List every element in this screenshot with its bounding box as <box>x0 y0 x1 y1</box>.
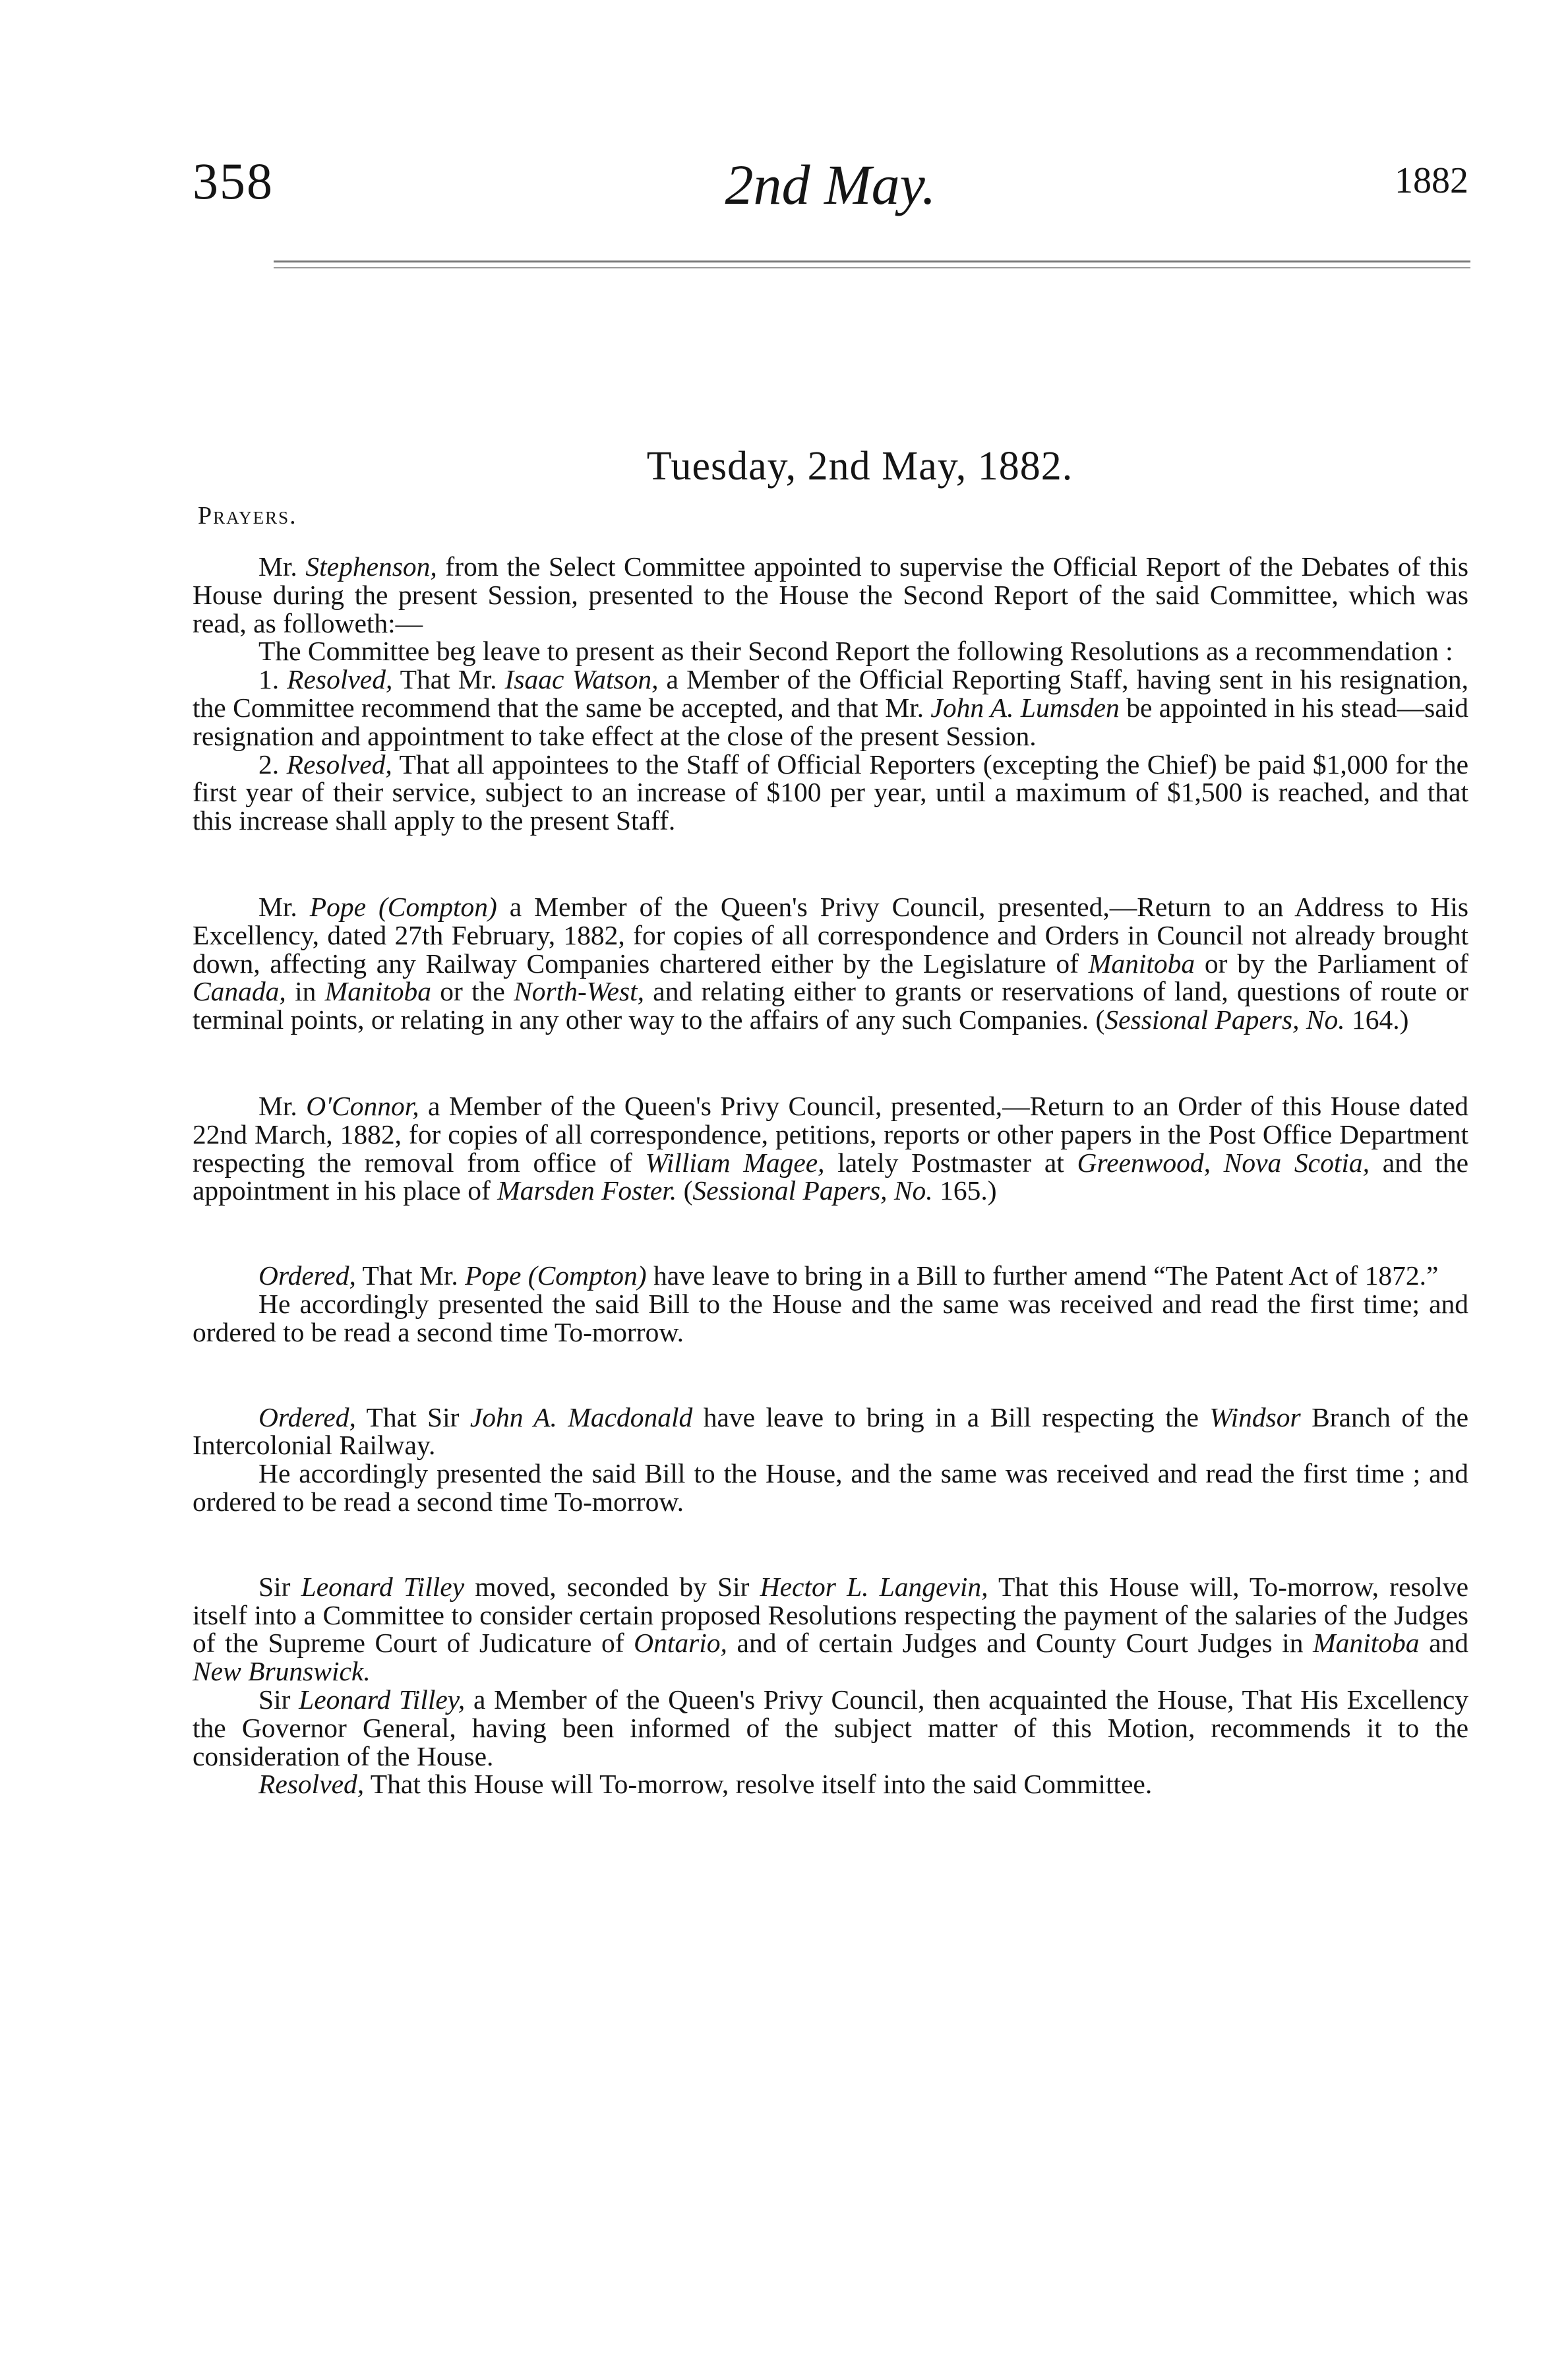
italic-run: Manitoba <box>1313 1628 1420 1659</box>
italic-run: Manitoba <box>1088 948 1195 979</box>
text-run: or the <box>431 976 514 1007</box>
text-run: from the Select Committee appointed to supervise the Official Report of the Debates of this House during the present Session, presented to the House the Second Report of the said Committee, which was read, as followeth:— <box>193 551 1468 638</box>
journal-paragraph <box>193 1290 1468 1347</box>
italic-run: Isaac Watson, <box>504 664 659 695</box>
text-run: Sir <box>258 1571 301 1602</box>
text-run: Branch of the Intercolonial Railway. <box>193 1401 1469 1461</box>
prayers-label: Prayers. <box>198 502 297 530</box>
italic-run: Greenwood, Nova Scotia, <box>1077 1147 1370 1178</box>
text-run: a Member of the Official Reporting Staff, having sent in his resignation, the Committee recommend that the same be accepted, and that Mr. <box>193 664 1468 723</box>
italic-run: Ordered, <box>258 1260 356 1291</box>
italic-run: O'Connor, <box>306 1090 419 1121</box>
italic-run: Leonard Tilley, <box>299 1684 466 1715</box>
text-run: That this House will, To-morrow, resolve itself into a Committee to consider certain proposed Resolutions respecting the payment of the salaries of the Judges of the Supreme Court of Judicature of <box>193 1571 1468 1659</box>
journal-body <box>193 553 1468 1798</box>
text-run: He accordingly presented the said Bill to the House, and the same was received and read the first time ; and ordered to be read a second time To-morrow. <box>193 1458 1468 1517</box>
text-run: be appointed in his stead—said resignation and appointment to take effect at the close of the present Session. <box>193 692 1469 751</box>
journal-paragraph <box>193 1573 1468 1686</box>
text-run: a Member of the Queen's Privy Council, presented,—Return to an Address to His Excellency, dated 27th February, 1882, for copies of all correspondence and Orders in Council not already brought down, affecting any Railway Companies chartered either by the Legislature of <box>193 891 1468 979</box>
text-run: or by the Parliament of <box>1195 948 1468 979</box>
italic-run: Sessional Papers, No. <box>692 1175 933 1206</box>
journal-paragraph <box>193 893 1468 1034</box>
journal-paragraph <box>193 1686 1468 1770</box>
italic-run: North-West, <box>514 976 645 1007</box>
text-run: have leave to bring in a Bill to further amend “The Patent Act of 1872.” <box>646 1260 1439 1291</box>
journal-paragraph <box>193 1262 1468 1290</box>
text-run: and the appointment in his place of <box>193 1147 1469 1206</box>
text-run: He accordingly presented the said Bill to the House and the same was received and read the first time; and ordered to be read a second time To-morrow. <box>193 1288 1468 1347</box>
italic-run: Stephenson, <box>305 551 437 582</box>
italic-run: Resolved, <box>286 749 392 780</box>
italic-run: Sessional Papers, No. <box>1104 1004 1345 1035</box>
text-run: That all appointees to the Staff of Official Reporters (excepting the Chief) be paid $1,000 for the first year of their service, subject to an increase of $100 per year, until a maximum of $1,500 is reached, and that this increase shall apply to the present Staff. <box>193 749 1468 836</box>
text-run: 2. <box>258 749 287 780</box>
italic-run: Pope (Compton) <box>309 891 497 922</box>
italic-run: John A. Macdonald <box>469 1401 693 1432</box>
journal-paragraph <box>193 553 1468 637</box>
text-run: have leave to bring in a Bill respecting the <box>692 1401 1210 1432</box>
italic-run: Manitoba <box>324 976 432 1007</box>
text-run: lately Postmaster at <box>824 1147 1077 1178</box>
italic-run: Ordered, <box>258 1401 356 1432</box>
italic-run: Canada, <box>193 976 286 1007</box>
italic-run: Windsor <box>1209 1401 1301 1432</box>
text-run: ( <box>677 1175 693 1206</box>
journal-paragraph <box>193 1403 1468 1460</box>
text-run: That this House will To-morrow, resolve itself into the said Committee. <box>364 1769 1153 1800</box>
journal-paragraph <box>193 665 1468 750</box>
running-head-year: 1882 <box>1395 160 1468 201</box>
text-run: 165.) <box>932 1175 997 1206</box>
italic-run: Marsden Foster. <box>497 1175 677 1206</box>
text-run: The Committee beg leave to present as their Second Report the following Resolutions as a recommendation : <box>258 636 1453 667</box>
journal-paragraph <box>193 751 1468 835</box>
header-rule <box>274 261 1470 262</box>
italic-run: Resolved, <box>258 1769 365 1800</box>
text-run: Sir <box>258 1684 299 1715</box>
text-run: That Sir <box>355 1401 470 1432</box>
running-head <box>193 152 1468 218</box>
italic-run: Pope (Compton) <box>465 1260 647 1291</box>
text-run: a Member of the Queen's Privy Council, presented,—Return to an Order of this House dated 22nd March, 1882, for copies of all correspondence, petitions, reports or other papers in the Post Office Department respecting the removal from office of <box>193 1090 1468 1178</box>
italic-run: Hector L. Langevin, <box>760 1571 988 1602</box>
text-run: Mr. <box>258 1090 307 1121</box>
journal-paragraph <box>193 1459 1468 1516</box>
italic-run: William Magee, <box>645 1147 825 1178</box>
text-run: Mr. <box>258 551 306 582</box>
journal-paragraph <box>193 1092 1468 1205</box>
italic-run: Leonard Tilley <box>301 1571 465 1602</box>
text-run: and of certain Judges and County Court Judges in <box>727 1628 1313 1659</box>
running-head-date: 2nd May. <box>725 153 936 216</box>
text-run: Mr. <box>258 891 310 922</box>
page-number: 358 <box>193 152 274 210</box>
journal-paragraph <box>193 1770 1468 1798</box>
italic-run: New Brunswick. <box>193 1656 371 1687</box>
text-run: and relating either to grants or reservations of land, questions of route or terminal points, or relating in any other way to the affairs of any such Companies. ( <box>193 976 1468 1035</box>
text-run: 164.) <box>1344 1004 1409 1035</box>
text-run: a Member of the Queen's Privy Council, then acquainted the House, That His Excellency the Governor General, having been informed of the subject matter of this Motion, recommends it to the consideration of the House. <box>193 1684 1468 1771</box>
italic-run: Resolved, <box>287 664 393 695</box>
italic-run: Ontario, <box>634 1628 727 1659</box>
text-run: 1. <box>258 664 287 695</box>
text-run: and <box>1419 1628 1468 1659</box>
day-heading: Tuesday, 2nd May, 1882. <box>646 444 1073 489</box>
journal-paragraph <box>193 637 1468 665</box>
text-run: in <box>286 976 325 1007</box>
header-rule-secondary <box>274 267 1470 268</box>
text-run: That Mr. <box>355 1260 466 1291</box>
text-run: moved, seconded by Sir <box>464 1571 760 1602</box>
text-run: That Mr. <box>392 664 505 695</box>
italic-run: John A. Lumsden <box>930 692 1120 723</box>
